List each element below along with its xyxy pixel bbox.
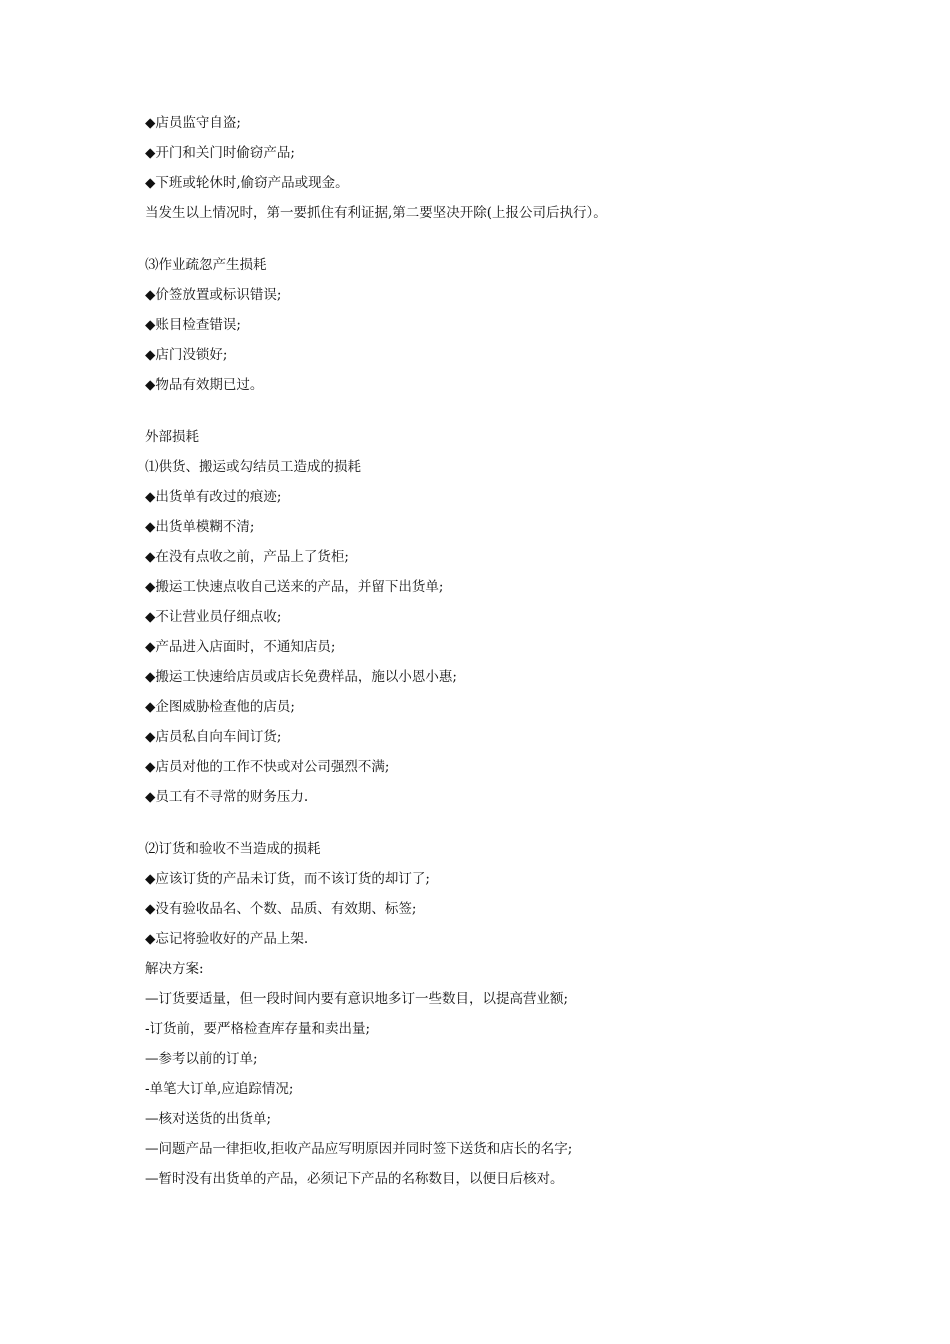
text-line: -订货前，要严格检查库存量和卖出量; <box>145 1021 371 1037</box>
text-line: ◆下班或轮休时,偷窃产品或现金。 <box>145 175 349 191</box>
text-line: ◆忘记将验收好的产品上架. <box>145 931 309 947</box>
text-line: ◆账目检查错误; <box>145 317 241 333</box>
text-line: —暂时没有出货单的产品，必须记下产品的名称数目，以便日后核对。 <box>145 1171 564 1187</box>
text-line: ◆不让营业员仔细点收; <box>145 609 282 625</box>
text-line: ◆应该订货的产品未订货，而不该订货的却订了; <box>145 871 430 887</box>
text-line: —参考以前的订单; <box>145 1051 258 1067</box>
text-line: -单笔大订单,应追踪情况; <box>145 1081 294 1097</box>
text-line: —问题产品一律拒收,拒收产品应写明原因并同时签下送货和店长的名字; <box>145 1141 573 1157</box>
text-line: ◆店员对他的工作不快或对公司强烈不满; <box>145 759 390 775</box>
text-line: —订货要适量，但一段时间内要有意识地多订一些数目，以提高营业额; <box>145 991 569 1007</box>
text-line: —核对送货的出货单; <box>145 1111 272 1127</box>
section-heading: 外部损耗 <box>145 429 199 445</box>
text-line: ◆店员监守自盗; <box>145 115 241 131</box>
text-line: ◆产品进入店面时，不通知店员; <box>145 639 336 655</box>
text-line: ◆出货单模糊不清; <box>145 519 255 535</box>
text-line: ◆物品有效期已过。 <box>145 377 264 393</box>
text-line: ◆没有验收品名、个数、品质、有效期、标签; <box>145 901 417 917</box>
section-heading: 解决方案: <box>145 961 204 977</box>
text-line: ◆店门没锁好; <box>145 347 228 363</box>
subsection-heading: ⑵订货和验收不当造成的损耗 <box>145 841 321 857</box>
text-line: ◆出货单有改过的痕迹; <box>145 489 282 505</box>
text-line: ◆店员私自向车间订货; <box>145 729 282 745</box>
section-heading: ⑶作业疏忽产生损耗 <box>145 257 267 273</box>
text-line: ◆在没有点收之前，产品上了货柜; <box>145 549 349 565</box>
subsection-heading: ⑴供货、搬运或勾结员工造成的损耗 <box>145 459 361 475</box>
text-line: ◆搬运工快速点收自己送来的产品，并留下出货单; <box>145 579 444 595</box>
text-line: ◆开门和关门时偷窃产品; <box>145 145 295 161</box>
text-line: ◆搬运工快速给店员或店长免费样品，施以小恩小惠; <box>145 669 457 685</box>
text-line: 当发生以上情况时，第一要抓住有利证据,第二要坚决开除(上报公司后执行）。 <box>145 205 607 221</box>
text-line: ◆价签放置或标识错误; <box>145 287 282 303</box>
text-line: ◆企图威胁检查他的店员; <box>145 699 295 715</box>
text-line: ◆员工有不寻常的财务压力. <box>145 789 309 805</box>
